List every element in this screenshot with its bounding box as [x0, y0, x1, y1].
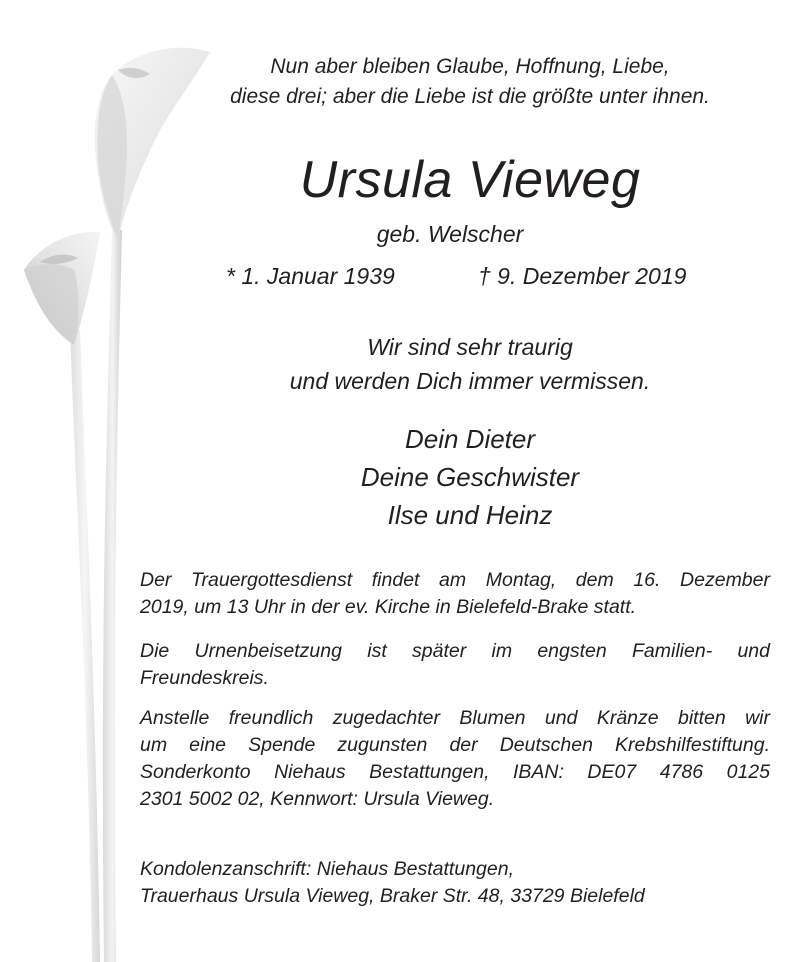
family-signatures — [250, 420, 690, 534]
text-line: Freundeskreis. — [140, 667, 269, 689]
lily-stem — [70, 330, 100, 962]
text-line: um eine Spende zugunsten der Deutschen Krebshilfestiftung. — [140, 734, 770, 756]
mourning-line: und werden Dich immer vermissen. — [289, 368, 651, 394]
text-line: Sonderkonto Niehaus Bestattungen, IBAN: DE07 4786 0125 — [140, 761, 770, 783]
family-line: Dein Dieter — [404, 424, 536, 454]
mourning-message — [200, 330, 740, 398]
text-line: Anstelle freundlich zugedachter Blumen und Kränze bitten wir — [140, 707, 770, 729]
mourning-line: Wir sind sehr traurig — [367, 334, 573, 360]
text-line: Kondolenzanschrift: Niehaus Bestattungen, — [140, 858, 514, 880]
calla-lily-illustration — [0, 0, 240, 962]
death-date: † 9. Dezember 2019 — [478, 263, 687, 289]
family-line: Deine Geschwister — [360, 462, 580, 492]
verse-line: Nun aber bleiben Glaube, Hoffnung, Liebe, — [270, 55, 670, 78]
donation-info — [140, 705, 770, 813]
maiden-name: geb. Welscher — [376, 221, 524, 247]
urn-burial-info — [140, 638, 770, 692]
funeral-service-info — [140, 567, 770, 621]
birth-date: * 1. Januar 1939 — [226, 263, 395, 289]
bible-verse — [190, 52, 750, 112]
condolence-address — [140, 856, 770, 910]
text-line: 2301 5002 02, Kennwort: Ursula Vieweg. — [140, 788, 495, 810]
text-line: Die Urnenbeisetzung ist später im engsten Familien- und — [140, 640, 770, 662]
deceased-name: Ursula Vieweg — [299, 151, 641, 209]
lily-stem — [103, 230, 122, 962]
family-line: Ilse und Heinz — [387, 500, 553, 530]
text-line: Der Trauergottesdienst findet am Montag, dem 16. Dezember — [140, 569, 770, 591]
verse-line: diese drei; aber die Liebe ist die größte unter ihnen. — [230, 85, 710, 108]
text-line: 2019, um 13 Uhr in der ev. Kirche in Bielefeld-Brake statt. — [140, 596, 637, 618]
text-line: Trauerhaus Ursula Vieweg, Braker Str. 48, 33729 Bielefeld — [140, 885, 645, 907]
